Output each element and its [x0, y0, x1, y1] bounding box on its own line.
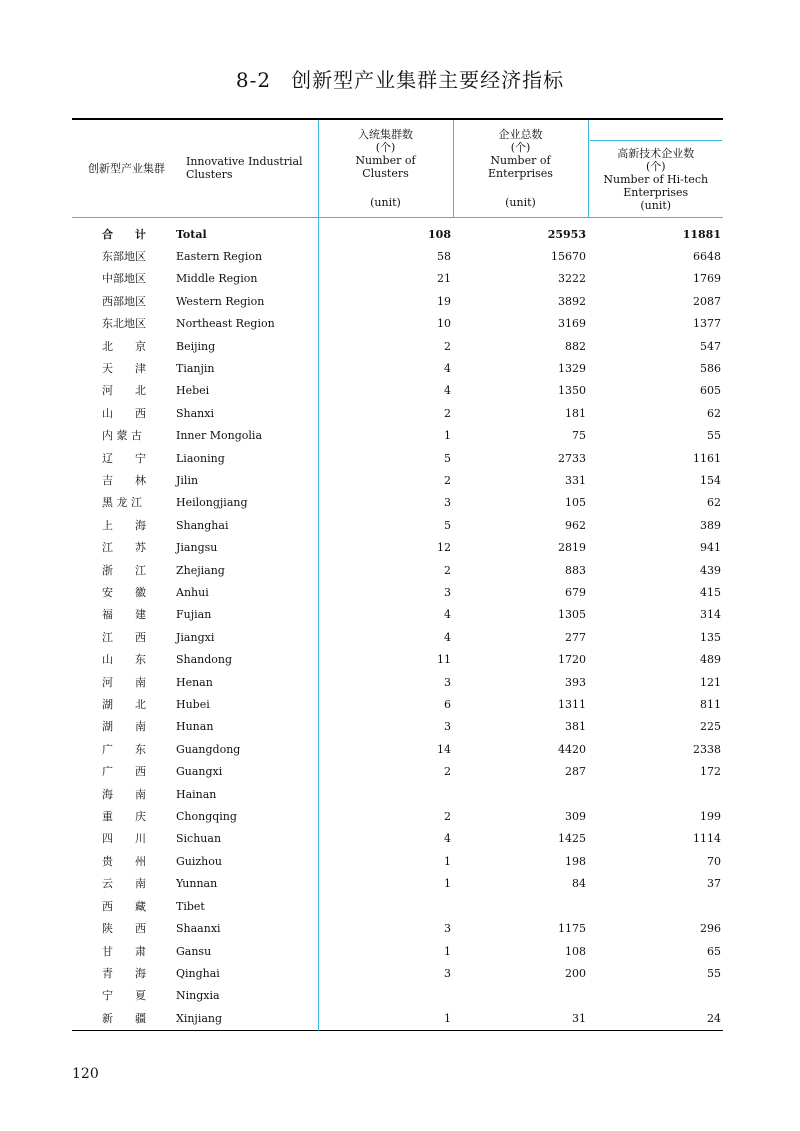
table-row: [72, 828, 723, 850]
table-row: [72, 627, 723, 649]
enterprises-value: 108: [565, 944, 586, 958]
row-name-zh: 重 庆: [102, 810, 146, 824]
hitech-value: 2087: [693, 294, 721, 308]
row-name-en: Hubei: [176, 698, 210, 712]
enterprises-value: 381: [565, 720, 586, 734]
clusters-value: 3: [318, 918, 453, 940]
row-name-zh: 山 西: [102, 406, 146, 420]
row-name-en: Middle Region: [176, 272, 258, 286]
hitech-value: [588, 985, 723, 1007]
clusters-value: 1: [318, 1008, 453, 1031]
hitech-value: 6648: [693, 249, 721, 263]
clusters-value: 2: [318, 806, 453, 828]
table-row: [72, 806, 723, 828]
header-enterprises-en2: Enterprises: [488, 167, 553, 180]
row-name-en: Fujian: [176, 608, 212, 622]
enterprises-value: 1175: [558, 922, 586, 936]
table-row: [72, 604, 723, 626]
clusters-value: 11: [318, 649, 453, 671]
enterprises-value: 105: [565, 496, 586, 510]
hitech-value: 296: [700, 922, 721, 936]
row-name-zh: 海 南: [102, 787, 146, 801]
row-name-en: Hainan: [176, 787, 217, 801]
hitech-value: 225: [700, 720, 721, 734]
clusters-value: 2: [318, 336, 453, 358]
table-row: [72, 470, 723, 492]
clusters-value: 3: [318, 492, 453, 514]
row-name-zh: 西 藏: [102, 899, 146, 913]
table-row: [72, 941, 723, 963]
row-name-en: Jilin: [176, 473, 199, 487]
enterprises-value: 331: [565, 473, 586, 487]
row-name-zh: 合 计: [102, 227, 146, 241]
enterprises-value: 198: [565, 854, 586, 868]
header-enterprises-en1: Number of: [490, 154, 551, 167]
header-enterprises-zh: 企业总数: [498, 128, 543, 141]
header-enterprises: [453, 119, 588, 217]
table-row: [72, 582, 723, 604]
row-name-en: Hunan: [176, 720, 214, 734]
enterprises-value: 2733: [558, 451, 586, 465]
hitech-value: 314: [700, 608, 721, 622]
enterprises-value: 1311: [558, 698, 586, 712]
row-name-zh: 吉 林: [102, 473, 146, 487]
row-name-zh: 陕 西: [102, 922, 146, 936]
table-row: [72, 649, 723, 671]
row-name-en: Qinghai: [176, 966, 220, 980]
table-row: [72, 784, 723, 806]
hitech-value: 489: [700, 653, 721, 667]
row-name-zh: 天 津: [102, 361, 146, 375]
hitech-value: 135: [700, 630, 721, 644]
header-clusters: [318, 119, 453, 217]
table-row: [72, 739, 723, 761]
enterprises-value: 277: [565, 630, 586, 644]
table-row: [72, 492, 723, 514]
hitech-value: 62: [707, 406, 721, 420]
hitech-value: 1769: [693, 272, 721, 286]
table-row: [72, 380, 723, 402]
hitech-value: 547: [700, 339, 721, 353]
header-hitech-zh: 高新技术企业数: [590, 140, 723, 160]
data-table: [72, 118, 723, 1031]
total-row: [72, 217, 723, 246]
clusters-value: 4: [318, 604, 453, 626]
clusters-value: 12: [318, 537, 453, 559]
clusters-value: 5: [318, 515, 453, 537]
hitech-value: 24: [707, 1011, 721, 1025]
table-row: [72, 448, 723, 470]
table-row: [72, 268, 723, 290]
row-name-en: Sichuan: [176, 832, 222, 846]
row-name-en: Zhejiang: [176, 563, 225, 577]
enterprises-value: 31: [572, 1011, 586, 1025]
row-name-en: Hebei: [176, 384, 210, 398]
header-cluster-en: Innovative Industrial Clusters: [176, 119, 318, 217]
clusters-value: 5: [318, 448, 453, 470]
row-name-en: Tibet: [176, 899, 205, 913]
row-name-en: Shaanxi: [176, 922, 221, 936]
table-row: [72, 403, 723, 425]
row-name-zh: 辽 宁: [102, 451, 146, 465]
table-row: [72, 694, 723, 716]
hitech-value: 70: [707, 854, 721, 868]
row-name-zh: 福 建: [102, 608, 146, 622]
enterprises-value: 1329: [558, 361, 586, 375]
table-row: [72, 672, 723, 694]
enterprises-value: 882: [565, 339, 586, 353]
row-name-zh: 东北地区: [102, 317, 146, 331]
table-number: 8-2: [235, 68, 272, 92]
hitech-value: 11881: [682, 227, 721, 241]
header-hitech-unit-zh: (个): [645, 160, 666, 173]
enterprises-value: 181: [565, 406, 586, 420]
row-name-en: Ningxia: [176, 989, 220, 1003]
clusters-value: 1: [318, 941, 453, 963]
clusters-value: 21: [318, 268, 453, 290]
header-hitech: [588, 119, 723, 217]
header-clusters-unit-en: (unit): [370, 196, 401, 209]
row-name-zh: 浙 江: [102, 563, 146, 577]
enterprises-value: [453, 896, 588, 918]
row-name-zh: 甘 肃: [102, 944, 146, 958]
enterprises-value: 84: [572, 877, 586, 891]
clusters-value: 4: [318, 358, 453, 380]
hitech-value: 1377: [693, 317, 721, 331]
row-name-en: Tianjin: [176, 361, 215, 375]
table-body: [72, 217, 723, 1031]
enterprises-value: 393: [565, 675, 586, 689]
table-row: [72, 560, 723, 582]
row-name-zh: 贵 州: [102, 854, 146, 868]
hitech-value: 172: [700, 765, 721, 779]
row-name-en: Xinjiang: [176, 1011, 223, 1025]
header-hitech-en2: Enterprises: [623, 186, 689, 199]
row-name-en: Western Region: [176, 294, 265, 308]
row-name-zh: 青 海: [102, 966, 146, 980]
table-row: [72, 246, 723, 268]
header-enterprises-unit-zh: (个): [510, 141, 531, 154]
enterprises-value: [453, 985, 588, 1007]
enterprises-value: 309: [565, 810, 586, 824]
clusters-value: 3: [318, 672, 453, 694]
hitech-value: [588, 896, 723, 918]
table-row: [72, 851, 723, 873]
row-name-zh: 中部地区: [102, 272, 146, 286]
enterprises-value: 883: [565, 563, 586, 577]
row-name-zh: 安 徽: [102, 586, 146, 599]
clusters-value: 1: [318, 873, 453, 895]
table-row: [72, 918, 723, 940]
row-name-zh: 云 南: [102, 877, 146, 891]
clusters-value: 3: [318, 963, 453, 985]
row-name-en: Liaoning: [176, 451, 225, 465]
enterprises-value: 3222: [558, 272, 586, 286]
table-row: [72, 358, 723, 380]
clusters-value: 10: [318, 313, 453, 335]
enterprises-value: 4420: [558, 742, 586, 756]
row-name-en: Yunnan: [176, 877, 218, 891]
enterprises-value: [453, 784, 588, 806]
row-name-en: Guangxi: [176, 765, 223, 779]
hitech-value: 121: [700, 675, 721, 689]
hitech-value: 62: [707, 496, 721, 510]
hitech-value: 2338: [693, 742, 721, 756]
hitech-value: 941: [700, 541, 721, 555]
row-name-zh: 河 南: [102, 675, 146, 689]
enterprises-value: 1305: [558, 608, 586, 622]
clusters-value: 14: [318, 739, 453, 761]
hitech-value: 586: [700, 361, 721, 375]
clusters-value: 6: [318, 694, 453, 716]
hitech-value: 1114: [693, 832, 721, 846]
table-row: [72, 336, 723, 358]
header-enterprises-unit-en: (unit): [505, 196, 536, 209]
enterprises-value: 679: [565, 586, 586, 599]
row-name-en: Shanxi: [176, 406, 214, 420]
hitech-value: 65: [707, 944, 721, 958]
table-row: [72, 425, 723, 447]
row-name-zh: 宁 夏: [102, 989, 146, 1003]
row-name-zh: 河 北: [102, 384, 146, 398]
row-name-zh: 江 西: [102, 630, 146, 644]
row-name-en: Heilongjiang: [176, 496, 248, 510]
row-name-en: Guangdong: [176, 742, 241, 756]
row-name-en: Shandong: [176, 653, 233, 667]
enterprises-value: 1720: [558, 653, 586, 667]
hitech-value: 439: [700, 563, 721, 577]
clusters-value: 2: [318, 403, 453, 425]
table-row: [72, 313, 723, 335]
clusters-value: 4: [318, 627, 453, 649]
clusters-value: [318, 896, 453, 918]
row-name-en: Shanghai: [176, 518, 229, 532]
table-row: [72, 963, 723, 985]
hitech-value: 605: [700, 384, 721, 398]
row-name-en: Jiangsu: [176, 541, 218, 555]
row-name-en: Jiangxi: [176, 630, 215, 644]
row-name-zh: 上 海: [102, 518, 146, 532]
header-cluster-zh: 创新型产业集群: [72, 119, 176, 217]
table-header-row: [72, 119, 723, 217]
table-row: [72, 1008, 723, 1031]
row-name-zh: 湖 南: [102, 720, 146, 734]
row-name-en: Guizhou: [176, 854, 222, 868]
hitech-value: 415: [700, 586, 721, 599]
row-name-zh: 江 苏: [102, 541, 146, 555]
clusters-value: [318, 985, 453, 1007]
table-row: [72, 985, 723, 1007]
clusters-value: 1: [318, 425, 453, 447]
clusters-value: 3: [318, 582, 453, 604]
row-name-zh: 四 川: [102, 832, 146, 846]
hitech-value: [588, 784, 723, 806]
row-name-zh: 山 东: [102, 653, 146, 667]
row-name-zh: 东部地区: [102, 249, 146, 263]
row-name-en: Inner Mongolia: [176, 429, 263, 443]
table-row: [72, 896, 723, 918]
hitech-value: 1161: [693, 451, 721, 465]
table-row: [72, 761, 723, 783]
header-clusters-en1: Number of: [355, 154, 416, 167]
header-clusters-unit-zh: (个): [375, 141, 396, 154]
row-name-en: Gansu: [176, 944, 212, 958]
row-name-zh: 广 东: [102, 742, 146, 756]
hitech-value: 811: [700, 698, 721, 712]
table-row: [72, 537, 723, 559]
table-title-text: 创新型产业集群主要经济指标: [291, 68, 565, 92]
row-name-zh: 西部地区: [102, 294, 146, 308]
enterprises-value: 75: [572, 429, 586, 443]
enterprises-value: 2819: [558, 541, 586, 555]
hitech-value: 199: [700, 810, 721, 824]
clusters-value: 2: [318, 560, 453, 582]
row-name-en: Beijing: [176, 339, 216, 353]
hitech-value: 55: [707, 966, 721, 980]
enterprises-value: 25953: [547, 227, 586, 241]
enterprises-value: 1425: [558, 832, 586, 846]
clusters-value: 2: [318, 761, 453, 783]
hitech-value: 389: [700, 518, 721, 532]
row-name-zh: 内 蒙 古: [102, 429, 142, 443]
row-name-en: Northeast Region: [176, 317, 275, 331]
clusters-value: [318, 784, 453, 806]
enterprises-value: 200: [565, 966, 586, 980]
row-name-zh: 广 西: [102, 765, 146, 779]
clusters-value: 58: [318, 246, 453, 268]
clusters-value: 1: [318, 851, 453, 873]
row-name-zh: 新 疆: [102, 1011, 146, 1025]
row-name-zh: 黑 龙 江: [102, 496, 142, 510]
row-name-en: Total: [176, 227, 207, 241]
enterprises-value: 3169: [558, 317, 586, 331]
hitech-value: 154: [700, 473, 721, 487]
row-name-en: Anhui: [176, 586, 209, 599]
clusters-value: 3: [318, 716, 453, 738]
enterprises-value: 1350: [558, 384, 586, 398]
hitech-value: 55: [707, 429, 721, 443]
clusters-value: 2: [318, 470, 453, 492]
clusters-value: 19: [318, 291, 453, 313]
page-title: [0, 64, 800, 93]
header-clusters-en2: Clusters: [362, 167, 409, 180]
enterprises-value: 287: [565, 765, 586, 779]
clusters-value: 4: [318, 380, 453, 402]
row-name-zh: 湖 北: [102, 698, 146, 712]
enterprises-value: 3892: [558, 294, 586, 308]
enterprises-value: 15670: [551, 249, 586, 263]
table-row: [72, 291, 723, 313]
enterprises-value: 962: [565, 518, 586, 532]
clusters-value: 4: [318, 828, 453, 850]
header-hitech-en1: Number of Hi-tech: [603, 173, 709, 186]
hitech-value: 37: [707, 877, 721, 891]
row-name-en: Henan: [176, 675, 213, 689]
row-name-zh: 北 京: [102, 339, 146, 353]
table-row: [72, 873, 723, 895]
table-row: [72, 515, 723, 537]
header-clusters-zh: 入统集群数: [358, 128, 413, 141]
header-hitech-unit-en: (unit): [640, 199, 672, 212]
clusters-value: 108: [318, 217, 453, 246]
row-name-en: Eastern Region: [176, 249, 263, 263]
row-name-en: Chongqing: [176, 810, 237, 824]
page-number: 120: [72, 1066, 99, 1082]
table-row: [72, 716, 723, 738]
